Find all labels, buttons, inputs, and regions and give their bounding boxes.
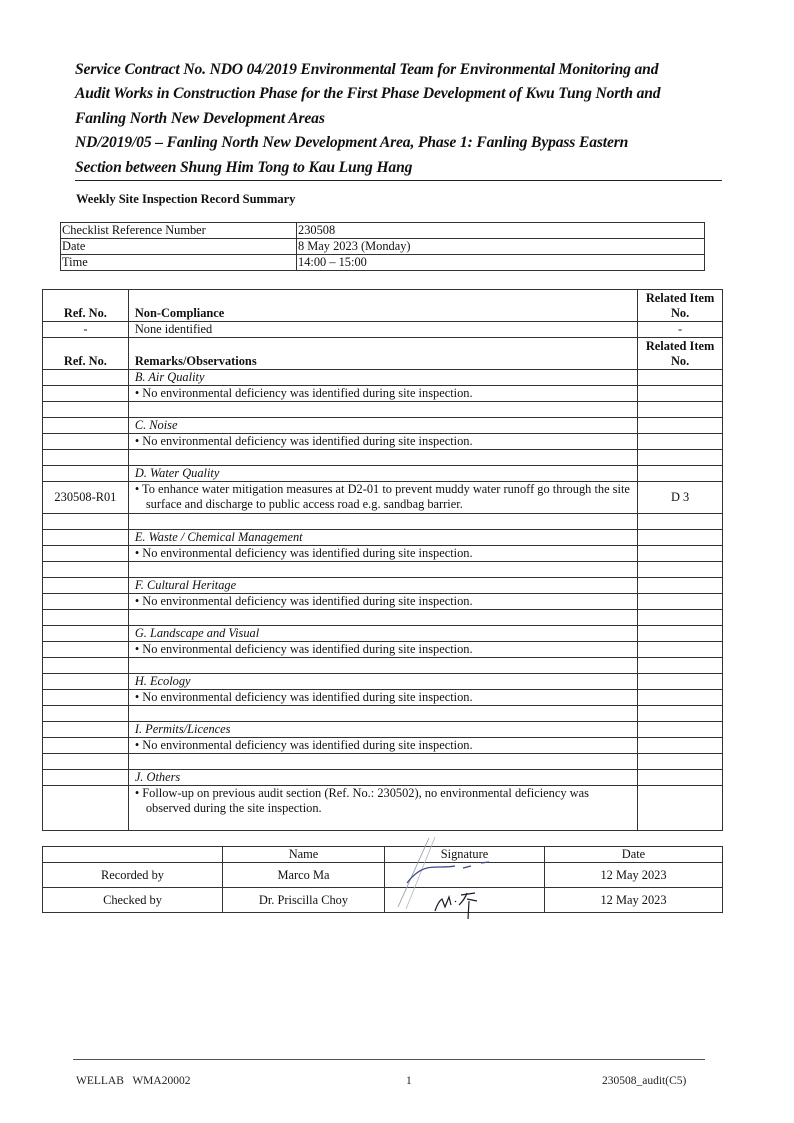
signoff-role: Recorded by: [43, 863, 223, 888]
remark-category: D. Water Quality: [128, 466, 637, 482]
footer-lab-reference: WELLAB WMA20002: [76, 1075, 191, 1087]
spacer-cell: [638, 754, 723, 770]
footer-document-id: 230508_audit(C5): [602, 1075, 687, 1087]
column-header-related-item: Related Item No.: [638, 290, 723, 322]
bullet-icon: •: [134, 738, 140, 752]
remark-row: [43, 546, 723, 562]
remark-text: [135, 642, 635, 657]
remark-text: [135, 482, 635, 512]
remark-category-row: [43, 578, 723, 594]
remark-text-content: No environmental deficiency was identified during site inspection.: [142, 594, 473, 608]
title-line-3: Fanling North New Development Areas: [75, 109, 325, 127]
column-header-related-item: Related Item No.: [638, 338, 723, 370]
remark-ref-empty: [43, 466, 129, 482]
spacer-cell: [638, 562, 723, 578]
signoff-date: 12 May 2023: [545, 863, 723, 888]
remark-ref: [43, 786, 129, 831]
title-line-4: ND/2019/05 – Fanling North New Development Area, Phase 1: Fanling Bypass Eastern: [75, 134, 629, 152]
remark-related-item: [638, 546, 723, 562]
column-header-noncompliance: Non-Compliance: [128, 290, 637, 322]
remark-observation: [128, 738, 637, 754]
remark-text-content: No environmental deficiency was identified during site inspection.: [142, 434, 473, 448]
spacer-cell: [128, 610, 637, 626]
signoff-row-recorded: [43, 863, 723, 888]
remark-related-item: [638, 690, 723, 706]
remark-ref: [43, 546, 129, 562]
signoff-header-role: [43, 847, 223, 863]
spacer-cell: [128, 450, 637, 466]
signoff-row-checked: [43, 888, 723, 913]
page-number: 1: [406, 1075, 412, 1087]
section-subtitle: Weekly Site Inspection Record Summary: [76, 192, 296, 206]
bullet-icon: •: [134, 642, 140, 656]
remark-observation: [128, 642, 637, 658]
signoff-date: 12 May 2023: [545, 888, 723, 913]
remark-category: I. Permits/Licences: [128, 722, 637, 738]
signoff-role: Checked by: [43, 888, 223, 913]
remark-observation: [128, 546, 637, 562]
remark-item-empty: [638, 626, 723, 642]
bullet-icon: •: [134, 786, 140, 800]
spacer-cell: [43, 514, 129, 530]
spacer-row: [43, 658, 723, 674]
remark-related-item: [638, 386, 723, 402]
document-title: [75, 58, 725, 180]
info-row: [61, 239, 705, 255]
remark-ref-empty: [43, 370, 129, 386]
spacer-row: [43, 610, 723, 626]
remark-row: [43, 642, 723, 658]
remark-item-empty: [638, 674, 723, 690]
spacer-cell: [43, 402, 129, 418]
spacer-cell: [638, 610, 723, 626]
remark-category: B. Air Quality: [128, 370, 637, 386]
info-row: [61, 223, 705, 239]
remark-text: [135, 386, 635, 401]
remark-text: [135, 594, 635, 609]
title-line-2: Audit Works in Construction Phase for the First Phase Development of Kwu Tung North and: [75, 85, 661, 103]
remark-category: F. Cultural Heritage: [128, 578, 637, 594]
signoff-header-signature: Signature: [385, 847, 545, 863]
spacer-cell: [128, 402, 637, 418]
spacer-row: [43, 450, 723, 466]
spacer-cell: [43, 562, 129, 578]
spacer-row: [43, 514, 723, 530]
remark-text: [135, 546, 635, 561]
remark-text: [135, 786, 635, 816]
remark-text: [135, 738, 635, 753]
remark-ref: [43, 690, 129, 706]
noncompliance-header-row: [43, 290, 723, 322]
remark-ref: [43, 594, 129, 610]
title-line-5: Section between Shung Him Tong to Kau Lung Hang: [75, 158, 413, 176]
remark-category-row: [43, 466, 723, 482]
remark-text-content: Follow-up on previous audit section (Ref. No.: 230502), no environmental deficiency was observed during the site inspection.: [142, 786, 589, 815]
remark-category-row: [43, 530, 723, 546]
signoff-name: Dr. Priscilla Choy: [223, 888, 385, 913]
remark-row: [43, 690, 723, 706]
findings-table: [42, 289, 723, 831]
bullet-icon: •: [134, 482, 140, 496]
spacer-row: [43, 706, 723, 722]
bullet-icon: •: [134, 594, 140, 608]
column-header-remarks: Remarks/Observations: [128, 338, 637, 370]
remark-related-item: [638, 642, 723, 658]
remark-observation: [128, 690, 637, 706]
remark-category-row: [43, 418, 723, 434]
remark-category: E. Waste / Chemical Management: [128, 530, 637, 546]
inspection-info-table: [60, 222, 705, 271]
remark-item-empty: [638, 530, 723, 546]
remark-ref: [43, 386, 129, 402]
noncompliance-row: [43, 322, 723, 338]
spacer-cell: [43, 706, 129, 722]
spacer-cell: [638, 402, 723, 418]
remark-row: [43, 482, 723, 514]
remark-text-content: No environmental deficiency was identified during site inspection.: [142, 738, 473, 752]
title-divider: [75, 180, 722, 181]
remark-observation: [128, 594, 637, 610]
remark-category-row: [43, 674, 723, 690]
remark-ref-empty: [43, 530, 129, 546]
remark-category: H. Ecology: [128, 674, 637, 690]
remark-item-empty: [638, 466, 723, 482]
remark-ref: [43, 738, 129, 754]
remark-ref: [43, 434, 129, 450]
remark-text-content: To enhance water mitigation measures at D2-01 to prevent muddy water runoff go through the site surface and discharge to public access road e.g. sandbag barrier.: [142, 482, 630, 511]
noncompliance-desc: None identified: [128, 322, 637, 338]
remark-category: G. Landscape and Visual: [128, 626, 637, 642]
remark-text-content: No environmental deficiency was identified during site inspection.: [142, 546, 473, 560]
remark-text: [135, 434, 635, 449]
spacer-row: [43, 754, 723, 770]
bullet-icon: •: [134, 690, 140, 704]
remark-text-content: No environmental deficiency was identified during site inspection.: [142, 690, 473, 704]
spacer-cell: [128, 658, 637, 674]
title-line-1: Service Contract No. NDO 04/2019 Environmental Team for Environmental Monitoring and: [75, 61, 659, 78]
remark-observation: [128, 482, 637, 514]
signoff-name: Marco Ma: [223, 863, 385, 888]
remark-category: J. Others: [128, 770, 637, 786]
spacer-cell: [128, 562, 637, 578]
signoff-table: [42, 846, 723, 913]
info-label: Checklist Reference Number: [61, 223, 297, 239]
remark-related-item: [638, 786, 723, 831]
spacer-cell: [638, 658, 723, 674]
spacer-row: [43, 402, 723, 418]
column-header-ref: Ref. No.: [43, 290, 129, 322]
remark-category-row: [43, 370, 723, 386]
remark-category: C. Noise: [128, 418, 637, 434]
remark-observation: [128, 434, 637, 450]
column-header-ref: Ref. No.: [43, 338, 129, 370]
bullet-icon: •: [134, 546, 140, 560]
spacer-cell: [128, 754, 637, 770]
spacer-cell: [43, 754, 129, 770]
spacer-cell: [43, 450, 129, 466]
remark-item-empty: [638, 578, 723, 594]
remark-observation: [128, 386, 637, 402]
remark-ref-empty: [43, 722, 129, 738]
remark-ref: 230508-R01: [43, 482, 129, 514]
remark-ref: [43, 642, 129, 658]
spacer-cell: [128, 706, 637, 722]
bullet-icon: •: [134, 386, 140, 400]
remark-item-empty: [638, 418, 723, 434]
remark-text-content: No environmental deficiency was identified during site inspection.: [142, 642, 473, 656]
remark-item-empty: [638, 370, 723, 386]
remark-text: [135, 690, 635, 705]
remark-related-item: [638, 594, 723, 610]
remark-row: [43, 786, 723, 831]
remark-ref-empty: [43, 770, 129, 786]
remark-ref-empty: [43, 674, 129, 690]
remark-related-item: [638, 738, 723, 754]
signoff-signature-cell: [385, 888, 545, 913]
spacer-cell: [43, 610, 129, 626]
remark-row: [43, 738, 723, 754]
remark-related-item: D 3: [638, 482, 723, 514]
remark-category-row: [43, 722, 723, 738]
spacer-cell: [638, 706, 723, 722]
noncompliance-item: -: [638, 322, 723, 338]
spacer-cell: [638, 514, 723, 530]
remark-row: [43, 594, 723, 610]
signoff-header-date: Date: [545, 847, 723, 863]
signoff-header-row: [43, 847, 723, 863]
remark-ref-empty: [43, 578, 129, 594]
remark-ref-empty: [43, 626, 129, 642]
remark-related-item: [638, 434, 723, 450]
spacer-cell: [43, 658, 129, 674]
signoff-header-name: Name: [223, 847, 385, 863]
remark-category-row: [43, 770, 723, 786]
remark-item-empty: [638, 770, 723, 786]
remark-row: [43, 386, 723, 402]
footer-divider: [73, 1059, 705, 1060]
info-label: Date: [61, 239, 297, 255]
bullet-icon: •: [134, 434, 140, 448]
remark-item-empty: [638, 722, 723, 738]
info-label: Time: [61, 255, 297, 271]
info-value: 14:00 – 15:00: [297, 255, 705, 271]
remark-text-content: No environmental deficiency was identified during site inspection.: [142, 386, 473, 400]
remark-observation: [128, 786, 637, 831]
info-value: 8 May 2023 (Monday): [297, 239, 705, 255]
spacer-row: [43, 562, 723, 578]
info-row: [61, 255, 705, 271]
remark-row: [43, 434, 723, 450]
remarks-header-row: [43, 338, 723, 370]
remark-category-row: [43, 626, 723, 642]
noncompliance-ref: -: [43, 322, 129, 338]
spacer-cell: [128, 514, 637, 530]
info-value: 230508: [297, 223, 705, 239]
remark-ref-empty: [43, 418, 129, 434]
spacer-cell: [638, 450, 723, 466]
signoff-signature-cell: [385, 863, 545, 888]
